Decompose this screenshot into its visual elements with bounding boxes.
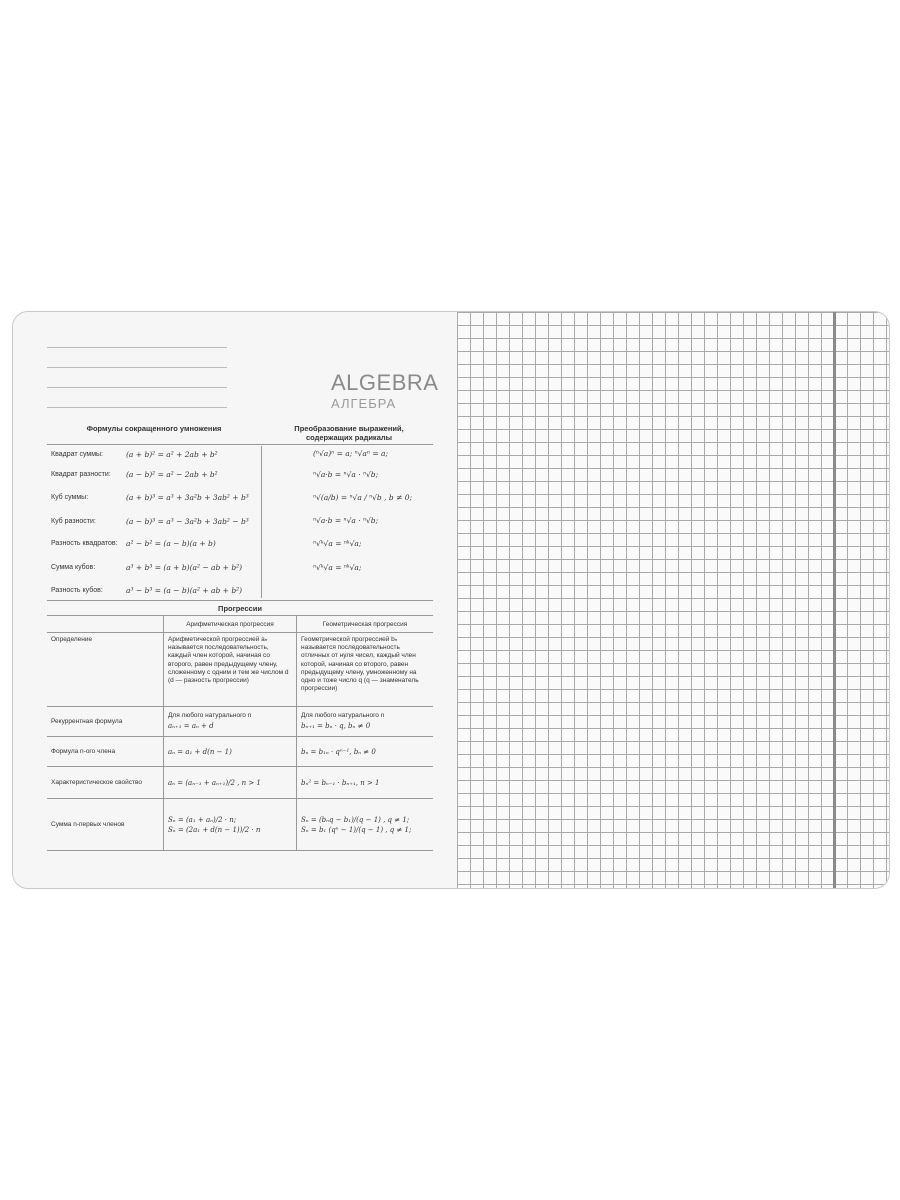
arith-recurrent-formula: aₙ₊₁ = aₙ + d [168,721,214,730]
radical-formula-2: ⁿ√(a/b) = ⁿ√a / ⁿ√b , b ≠ 0; [313,493,413,502]
arith-definition: Арифметической прогрессией aₙ называется последовательность, каждый член которой, начиная со второго, равен предыдущему члену, сложенному с одним и тем же числом d (d — разность прогрессии) [164,633,297,707]
geom-recurrent-text: Для любого натурального n [301,712,385,720]
abbrev-heading: Формулы сокращенного умножения [86,424,222,433]
abbrev-label-1: Квадрат разности: [51,471,111,478]
row-label-nth-term: Формула n-ого члена [47,737,164,767]
elastic-band [833,312,836,888]
grid-page [457,312,889,888]
radicals-heading-1: Преобразование выражений, [294,424,404,433]
name-line-3 [47,387,227,388]
formula-page [13,312,457,888]
radical-formula-3: ⁿ√a·b = ⁿ√a · ⁿ√b; [313,516,379,525]
table-row [47,799,433,851]
table-row [47,616,433,633]
abbrev-label-0: Квадрат суммы: [51,451,104,458]
abbrev-label-6: Разность кубов: [51,587,103,594]
notebook-cover [12,311,890,889]
arith-column-header: Арифметическая прогрессия [164,616,297,633]
geom-definition: Геометрической прогрессией bₙ называется последовательность отличных от нуля чисел, каждый член которой, начиная со второго, равен предыдущему члену, умноженному на одно и тоже число q (q — знаменатель прогрессии) [297,633,434,707]
arith-recurrent-cell [164,707,297,737]
arith-characteristic: aₙ = (aₙ₋₁ + aₙ₊₁)/2 , n > 1 [164,767,297,799]
abbrev-label-4: Разность квадратов: [51,540,118,547]
abbrev-formula-0: (a + b)² = a² + 2ab + b² [126,450,218,459]
abbrev-label-3: Куб разности: [51,518,96,525]
table-row [47,633,433,707]
radical-formula-5: ⁿ√ᵏ√a = ⁿᵏ√a; [313,563,362,572]
radicals-heading-2: содержащих радикалы [305,433,393,442]
abbrev-formula-4: a² − b² = (a − b)(a + b) [126,539,216,548]
geom-sum-formula-2: Sₙ = b₁ (qⁿ − 1)/(q − 1) , q ≠ 1; [301,825,412,834]
arith-sum-cell [164,799,297,851]
abbrev-formula-5: a³ + b³ = (a + b)(a² − ab + b²) [126,563,243,572]
arith-sum-formula-2: Sₙ = (2a₁ + d(n − 1))/2 · n [168,825,261,834]
row-label-sum: Сумма n-первых членов [47,799,164,851]
progressions-table [47,615,433,851]
table-row [47,737,433,767]
radical-formula-1: ⁿ√a·b = ⁿ√a · ⁿ√b; [313,470,379,479]
geom-nth-term: bₙ = b₁ₙ · qⁿ⁻¹, bₙ ≠ 0 [297,737,434,767]
geom-recurrent-cell [297,707,434,737]
radical-formula-4: ⁿ√ᵏ√a = ⁿᵏ√a; [313,539,362,548]
formulas-divider [261,446,262,598]
arith-nth-term: aₙ = a₁ + d(n − 1) [164,737,297,767]
geom-sum-cell [297,799,434,851]
name-line-1 [47,347,227,348]
progressions-heading: Прогрессии [218,604,262,613]
abbrev-formula-3: (a − b)³ = a³ − 3a²b + 3ab² − b³ [126,517,249,526]
table-cell [47,616,164,633]
cover-title: ALGEBRA [331,370,439,395]
arith-sum-formula-1: Sₙ = (a₁ + aₙ)/2 · n; [168,815,237,824]
cover-subtitle: АЛГЕБРА [331,396,397,411]
formulas-top-rule [47,444,433,445]
geom-recurrent-formula: bₙ₊₁ = bₙ · q, bₙ ≠ 0 [301,721,371,730]
arith-recurrent-text: Для любого натурального n [168,712,252,720]
row-label-characteristic: Характеристическое свойство [47,767,164,799]
progressions-top-rule [47,600,433,601]
geom-characteristic: bₙ² = bₙ₋₁ · bₙ₊₁, n > 1 [297,767,434,799]
table-row [47,767,433,799]
abbrev-formula-1: (a − b)² = a² − 2ab + b² [126,470,218,479]
abbrev-label-2: Куб суммы: [51,494,89,501]
geom-sum-formula-1: Sₙ = (bₙq − b₁)/(q − 1) , q ≠ 1; [301,815,410,824]
table-row [47,707,433,737]
abbrev-formula-2: (a + b)³ = a³ + 3a²b + 3ab² + b³ [126,493,249,502]
row-label-recurrent: Рекуррентная формула [47,707,164,737]
geom-column-header: Геометрическая прогрессия [297,616,434,633]
abbrev-label-5: Сумма кубов: [51,564,96,571]
name-line-4 [47,407,227,408]
radical-formula-0: (ⁿ√a)ⁿ = a; ⁿ√aⁿ = a; [313,449,388,458]
name-line-2 [47,367,227,368]
row-label-definition: Определение [47,633,164,707]
abbrev-formula-6: a³ − b³ = (a − b)(a² + ab + b²) [126,586,243,595]
